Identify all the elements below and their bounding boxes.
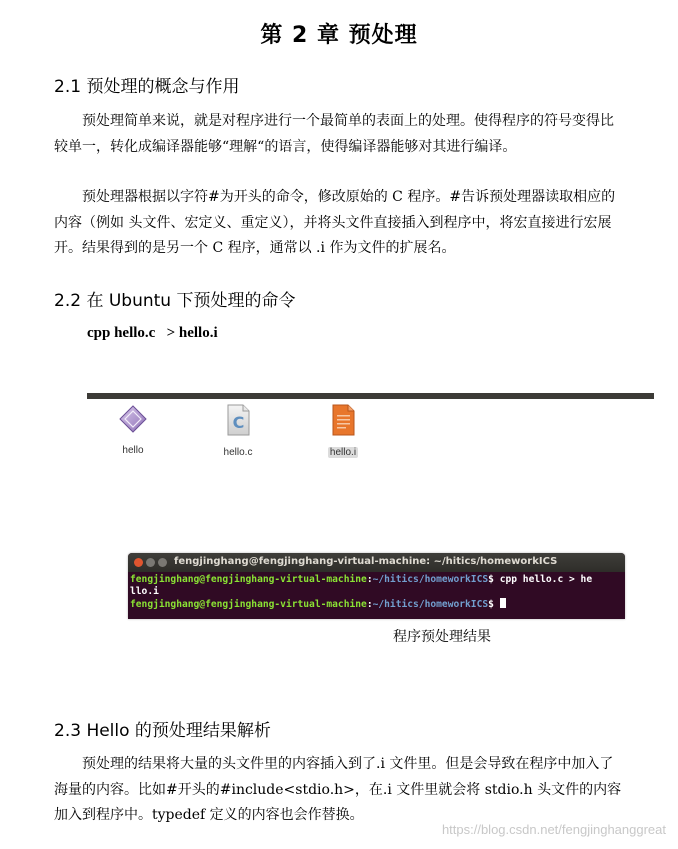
command-text-wrap: llo.i xyxy=(130,586,159,597)
file-label: hello.i xyxy=(329,447,357,458)
c-source-file-icon xyxy=(223,404,253,436)
terminal-window[interactable] xyxy=(128,553,625,619)
prompt-symbol: $ xyxy=(488,599,500,610)
file-item-hello[interactable] xyxy=(103,404,163,457)
section-heading-2-2: 2.2 在 Ubuntu 下预处理的命令 xyxy=(54,291,296,311)
command-text: $ cpp hello.c > he xyxy=(488,574,593,585)
file-label: hello.c xyxy=(223,447,253,458)
executable-icon xyxy=(118,404,148,434)
prompt-path: ~/hitics/homeworkICS xyxy=(372,574,489,585)
file-manager-toolbar xyxy=(87,393,654,399)
close-icon[interactable] xyxy=(134,558,143,567)
file-item-hello-i[interactable] xyxy=(313,404,373,459)
terminal-output[interactable]: fengjinghang@fengjinghang-virtual-machine:~/hitics/homeworkICS$ cpp hello.c > he llo.i fengjinghang@fengjinghang-virtual-machine:~/hitics/homeworkICS$ xyxy=(128,572,625,613)
file-label: hello xyxy=(122,445,144,456)
prompt-user: fengjinghang@fengjinghang-virtual-machine xyxy=(130,599,367,610)
maximize-icon[interactable] xyxy=(158,558,167,567)
prompt-user: fengjinghang@fengjinghang-virtual-machine xyxy=(130,574,367,585)
terminal-titlebar[interactable] xyxy=(128,553,625,572)
paragraph-preprocessor-function: 预处理器根据以字符#为开头的命令，修改原始的 C 程序。#告诉预处理器读取相应的内容（例如 头文件、宏定义、重定义），并将头文件直接插入到程序中，将宏直接进行宏展开。结果得到的是另一个 C 程序，通常以 .i 作为文件的扩展名。 xyxy=(54,189,616,256)
preprocess-command: cpp hello.c > hello.i xyxy=(87,325,218,341)
file-item-hello-c[interactable] xyxy=(208,404,268,459)
text-file-icon xyxy=(328,404,358,436)
paragraph-preprocess-concept: 预处理简单来说，就是对程序进行一个最简单的表面上的处理。使得程序的符号变得比较单一，转化成编译器能够“理解“的语言，使得编译器能够对其进行编译。 xyxy=(54,113,614,155)
figure-caption: 程序预处理结果 xyxy=(393,629,491,645)
minimize-icon[interactable] xyxy=(146,558,155,567)
section-heading-2-3: 2.3 Hello 的预处理结果解析 xyxy=(54,721,271,741)
terminal-cursor xyxy=(500,598,506,608)
terminal-title: fengjinghang@fengjinghang-virtual-machine: ~/hitics/homeworkICS xyxy=(174,556,558,567)
section-heading-2-1: 2.1 预处理的概念与作用 xyxy=(54,77,240,97)
prompt-path: ~/hitics/homeworkICS xyxy=(372,599,489,610)
watermark: https://blog.csdn.net/fengjinghanggreat xyxy=(441,822,666,837)
paragraph-preprocess-result: 预处理的结果将大量的头文件里的内容插入到了.i 文件里。但是会导致在程序中加入了海量的内容。比如#开头的#include<stdio.h>，在.i 文件里就会将 stdio.h 头文件的内容加入到程序中。typedef 定义的内容也会作替换。 xyxy=(54,756,622,823)
svg-text:C: C xyxy=(232,413,245,432)
chapter-title: 第 2 章 预处理 xyxy=(260,23,418,48)
